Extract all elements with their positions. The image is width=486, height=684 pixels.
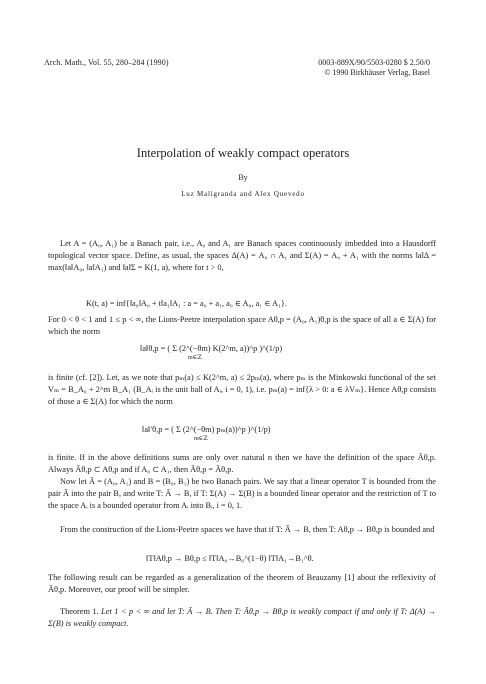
byline: By — [238, 173, 248, 182]
paragraph-minkowski — [48, 372, 436, 408]
paragraph-text: From the construction of the Lions-Peetre spaces we have that if T: Ā → B, then T: Aθ,p → Bθ,p is bounded and — [60, 525, 435, 534]
paragraph-lions-peetre — [48, 314, 436, 338]
summation-index: m∈ℤ — [188, 355, 202, 361]
paragraph-banach-pairs — [48, 476, 436, 512]
equation-text: ‖a‖′θ,p = ( Σ (2^(−θm) pₘ(a))^p )^(1/p) — [142, 425, 271, 434]
equation-text: ‖a‖θ,p = ( Σ (2^(−θm) K(2^m, a))^p )^(1/p) — [140, 344, 283, 353]
equation-k-functional: K(t, a) = inf{‖a₀‖A₀ + t‖a₁‖A₁ : a = a₀ + a₁, a₀ ∈ A₀, a₁ ∈ A₁}. — [86, 299, 287, 308]
theorem-1 — [48, 606, 436, 630]
paragraph-text: For 0 < θ < 1 and 1 ≤ p < ∞, the Lions-Peetre interpolation space Aθ,p = (A₀, A₁)θ,p is the space of all a ∈ Σ(A) for which the norm — [48, 315, 436, 336]
issn-code: 0003-889X/90/5503-0280 $ 2.50/0 — [318, 58, 430, 67]
copyright-notice: © 1990 Birkhäuser Verlag, Basel — [324, 68, 430, 77]
article-title: Interpolation of weakly compact operators — [136, 146, 350, 160]
equation-operator-norm: ‖T‖Aθ,p → Bθ,p ≤ ‖T‖A₀→B₀^(1−θ) ‖T‖A₁→B₁^θ. — [146, 554, 314, 563]
theorem-statement — [48, 606, 436, 630]
summation-index: m∈ℤ — [194, 436, 208, 442]
paragraph-text: is finite. If in the above definitions sums are only over natural n then we have the definition of the space Āθ,p. Always Āθ,p ⊂ Aθ,p and if A₀ ⊂ A₁, then Āθ,p = Āθ,p. — [48, 453, 436, 474]
paragraph-text: Now let Ā = (A₀, A₁) and B = (B₀, B₁) be two Banach pairs. We say that a linear operator T is bounded from the pair Ā into the pair B, and write T: Ā → B, if T: Σ(A) → Σ(B) is a bounded linear operator and the restriction of T to the space Aᵢ is a bounded operator from Aᵢ into Bᵢ, i = 0, 1. — [48, 477, 436, 510]
publisher-info — [318, 58, 430, 78]
equation-norm-theta-p — [140, 344, 282, 361]
paragraph-banach-pair — [48, 238, 436, 274]
paragraph-finite — [48, 452, 436, 476]
paragraph-text: is finite (cf. [2]). Let, as we note that pₘ(a) ≤ K(2^m, a) ≤ 2pₘ(a), where pₘ is the Minkowski functional of the set Vₘ = B_A₀ + 2^m B_A₁ (B_Aᵢ is the unit ball of Aᵢ, i = 0, 1), i.e. pₘ(a) = inf{λ > 0: a ∈ λVₘ}. Hence Aθ,p consists of those a ∈ Σ(A) for which the norm — [48, 373, 436, 406]
paragraph-text: Let A = (A₀, A₁) be a Banach pair, i.e., A₀ and A₁ are Banach spaces continuously imbedded into a Hausdorff topological vector space. Define, as usual, the spaces Δ(A) = A₀ ∩ A₁ and Σ(A) = A₀ + A₁ with the norms ‖a‖Δ = max(‖a‖A₀, ‖a‖A₁) and ‖a‖Σ = K(1, a), where for t > 0, — [48, 239, 436, 272]
theorem-text: Let 1 < p < ∞ and let T: Ā → B. Then T: Āθ,p → Bθ,p is weakly compact if and only if T: Δ(A) → Σ(B) is weakly compact. — [48, 607, 436, 628]
author-names: Luz Maligranda and Alex Quevedo — [181, 190, 305, 198]
paragraph-beauzamy — [48, 572, 436, 596]
journal-citation: Arch. Math., Vol. 55, 280–284 (1990) — [44, 58, 169, 67]
paragraph-text: The following result can be regarded as a generalization of the theorem of Beauzamy [1] about the reflexivity of Āθ,p. Moreover, our proof will be simpler. — [48, 573, 436, 594]
theorem-label: Theorem 1. — [60, 607, 99, 616]
paragraph-construction — [48, 524, 436, 536]
equation-norm-prime — [142, 424, 271, 442]
